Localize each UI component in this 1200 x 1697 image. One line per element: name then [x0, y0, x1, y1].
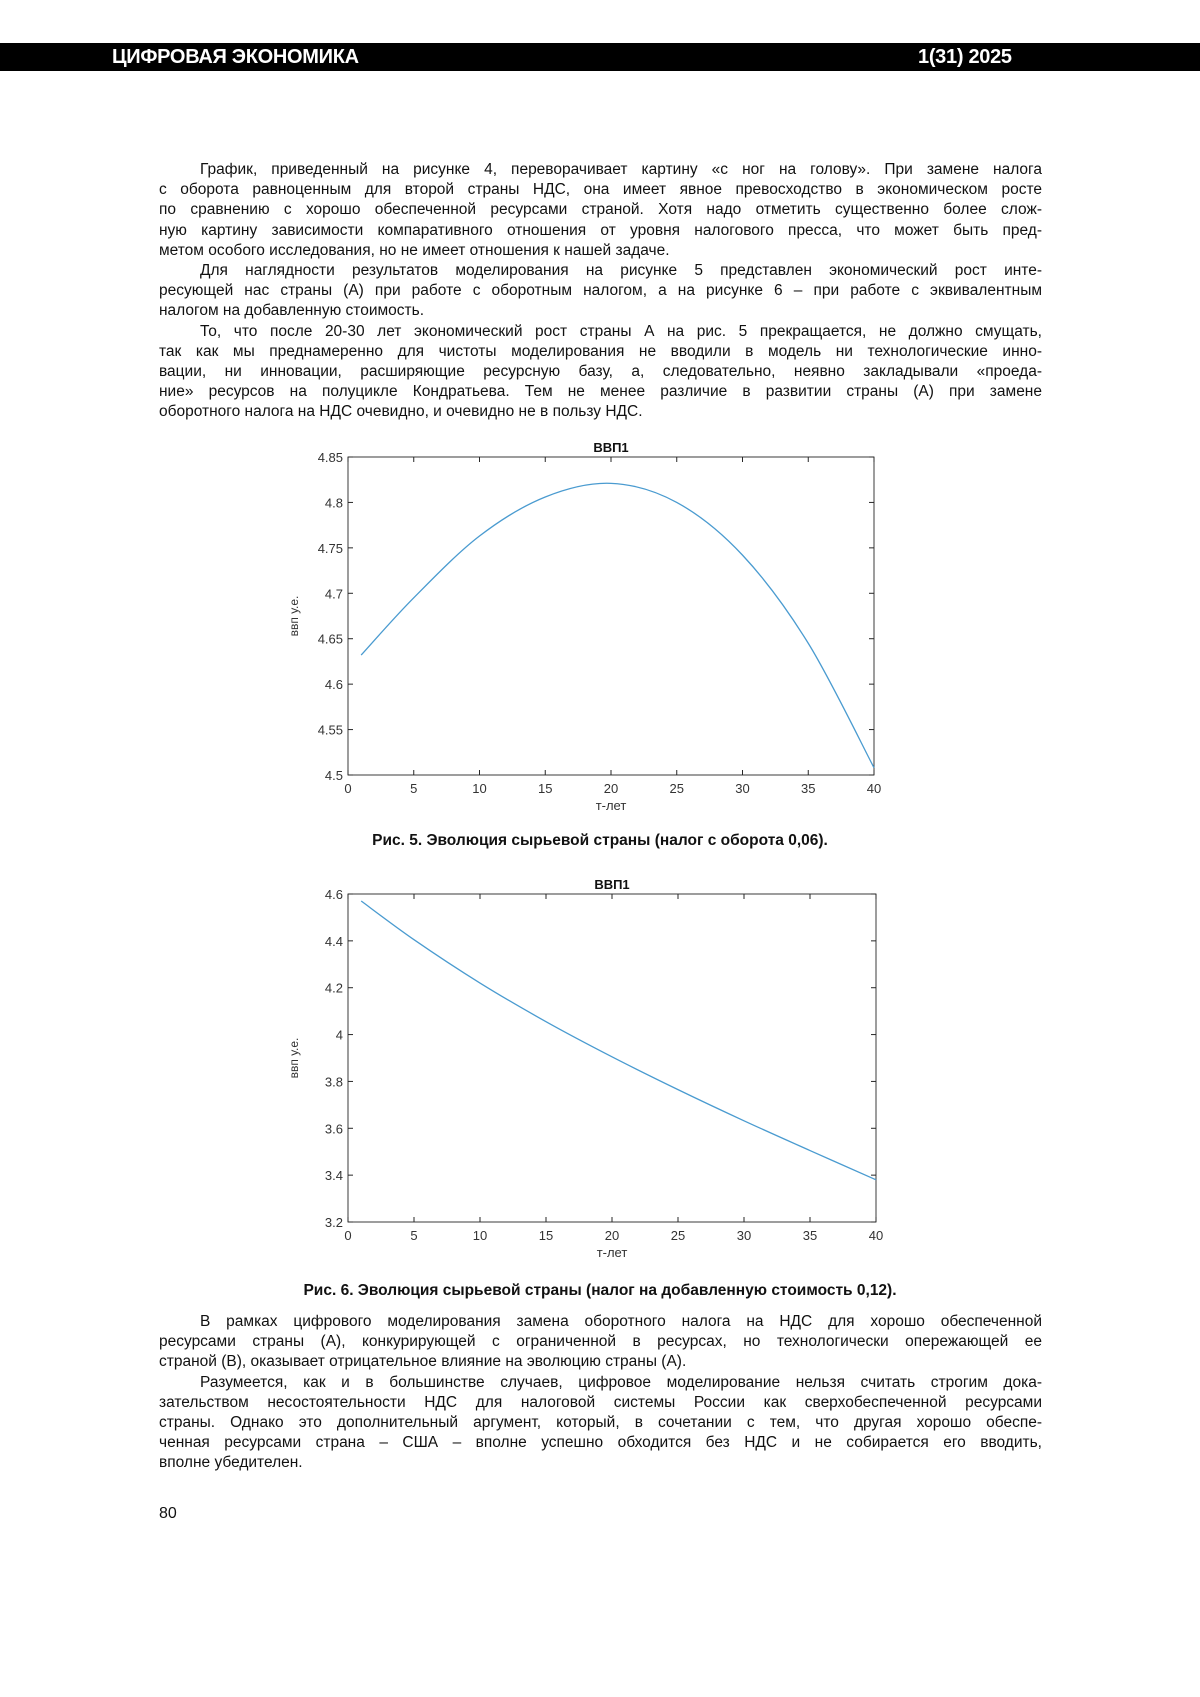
x-tick-label: 0 — [344, 781, 351, 796]
chart-title: ВВП1 — [594, 877, 629, 892]
x-axis-label: т-лет — [596, 798, 627, 813]
x-tick-label: 40 — [867, 781, 881, 796]
text-line: ресурсами страны (А), конкурирующей с ограниченной в ресурсах, но технологически опережающей ее — [159, 1332, 1042, 1352]
x-tick-label: 0 — [344, 1228, 351, 1243]
text-line: ресующей нас страны (А) при работе с оборотным налогом, а на рисунке 6 – при работе с эквивалентным — [159, 281, 1042, 301]
text-line: так как мы преднамеренно для чистоты моделирования не вводили в модель ни технологические инно- — [159, 342, 1042, 362]
body-text-bottom — [159, 1312, 1042, 1474]
text-line: вполне убедителен. — [159, 1453, 1042, 1473]
plot-area — [348, 894, 876, 1222]
x-axis-label: т-лет — [597, 1245, 628, 1260]
text-line: То, что после 20-30 лет экономический рост страны А на рис. 5 прекращается, не должно смущать, — [159, 322, 1042, 342]
y-tick-label: 3.8 — [325, 1074, 343, 1089]
journal-title: ЦИФРОВАЯ ЭКОНОМИКА — [112, 46, 359, 69]
y-tick-label: 4.65 — [318, 632, 343, 647]
text-line: с оборота равноценным для второй страны НДС, она имеет явное превосходство в экономическом росте — [159, 180, 1042, 200]
y-tick-label: 4.2 — [325, 981, 343, 996]
y-tick-label: 4.85 — [318, 450, 343, 465]
x-tick-label: 20 — [604, 781, 618, 796]
y-tick-label: 3.4 — [325, 1168, 343, 1183]
text-line: ную картину зависимости компаративного отношения от уровня налогового пресса, что может быть пред- — [159, 221, 1042, 241]
y-tick-label: 4.55 — [318, 723, 343, 738]
x-tick-label: 5 — [410, 1228, 417, 1243]
x-tick-label: 10 — [473, 1228, 487, 1243]
text-line: В рамках цифрового моделирования замена оборотного налога на НДС для хорошо обеспеченной — [159, 1312, 1042, 1332]
text-line: оборотного налога на НДС очевидно, и очевидно не в пользу НДС. — [159, 402, 1042, 422]
y-tick-label: 4.5 — [325, 768, 343, 783]
x-tick-label: 40 — [869, 1228, 883, 1243]
page-number: 80 — [159, 1505, 177, 1523]
text-line: Для наглядности результатов моделирования на рисунке 5 представлен экономический рост инте- — [159, 261, 1042, 281]
x-tick-label: 15 — [539, 1228, 553, 1243]
text-line: ние» ресурсов на полуцикле Кондратьева. Тем не менее различие в развитии страны (А) при замене — [159, 382, 1042, 402]
y-axis-label: ввп у.е. — [287, 1038, 301, 1079]
x-tick-label: 5 — [410, 781, 417, 796]
issue-number: 1(31) 2025 — [918, 46, 1012, 69]
text-line: страны. Однако это дополнительный аргумент, который, в сочетании с тем, что другая хорошо обеспе- — [159, 1413, 1042, 1433]
figure-5-caption: Рис. 5. Эволюция сырьевой страны (налог с оборота 0,06). — [0, 832, 1200, 850]
y-tick-label: 4.8 — [325, 495, 343, 510]
text-line: страной (В), оказывает отрицательное влияние на эволюцию страны (А). — [159, 1352, 1042, 1372]
text-line: зательством несостоятельности НДС для налоговой системы России как сверхобеспеченной ресурсами — [159, 1393, 1042, 1413]
x-tick-label: 35 — [801, 781, 815, 796]
y-tick-label: 4.6 — [325, 887, 343, 902]
x-tick-label: 30 — [735, 781, 749, 796]
x-tick-label: 30 — [737, 1228, 751, 1243]
y-tick-label: 4 — [336, 1028, 343, 1043]
x-tick-label: 35 — [803, 1228, 817, 1243]
y-tick-label: 4.6 — [325, 677, 343, 692]
y-tick-label: 3.2 — [325, 1215, 343, 1230]
y-tick-label: 4.4 — [325, 934, 343, 949]
y-tick-label: 4.7 — [325, 586, 343, 601]
text-line: ченная ресурсами страна – США – вполне успешно обходится без НДС и не собирается его вводить, — [159, 1433, 1042, 1453]
text-line: метом особого исследования, но не имеет отношения к нашей задаче. — [159, 241, 1042, 261]
figure-6-caption: Рис. 6. Эволюция сырьевой страны (налог на добавленную стоимость 0,12). — [0, 1282, 1200, 1300]
y-axis-label: ввп у.е. — [287, 596, 301, 637]
y-tick-label: 4.75 — [318, 541, 343, 556]
y-tick-label: 3.6 — [325, 1121, 343, 1136]
x-tick-label: 10 — [472, 781, 486, 796]
x-tick-label: 25 — [671, 1228, 685, 1243]
x-tick-label: 15 — [538, 781, 552, 796]
text-line: по сравнению с хорошо обеспеченной ресурсами страной. Хотя надо отметить существенно более слож- — [159, 200, 1042, 220]
text-line: Разумеется, как и в большинстве случаев, цифровое моделирование нельзя считать строгим дока- — [159, 1373, 1042, 1393]
x-tick-label: 25 — [670, 781, 684, 796]
chart-title: ВВП1 — [593, 440, 628, 455]
text-line: налогом на добавленную стоимость. — [159, 301, 1042, 321]
text-line: График, приведенный на рисунке 4, переворачивает картину «с ног на голову». При замене налога — [159, 160, 1042, 180]
x-tick-label: 20 — [605, 1228, 619, 1243]
text-line: вации, ни инновации, расширяющие ресурсную базу, а, следовательно, неявно закладывали «проеда- — [159, 362, 1042, 382]
